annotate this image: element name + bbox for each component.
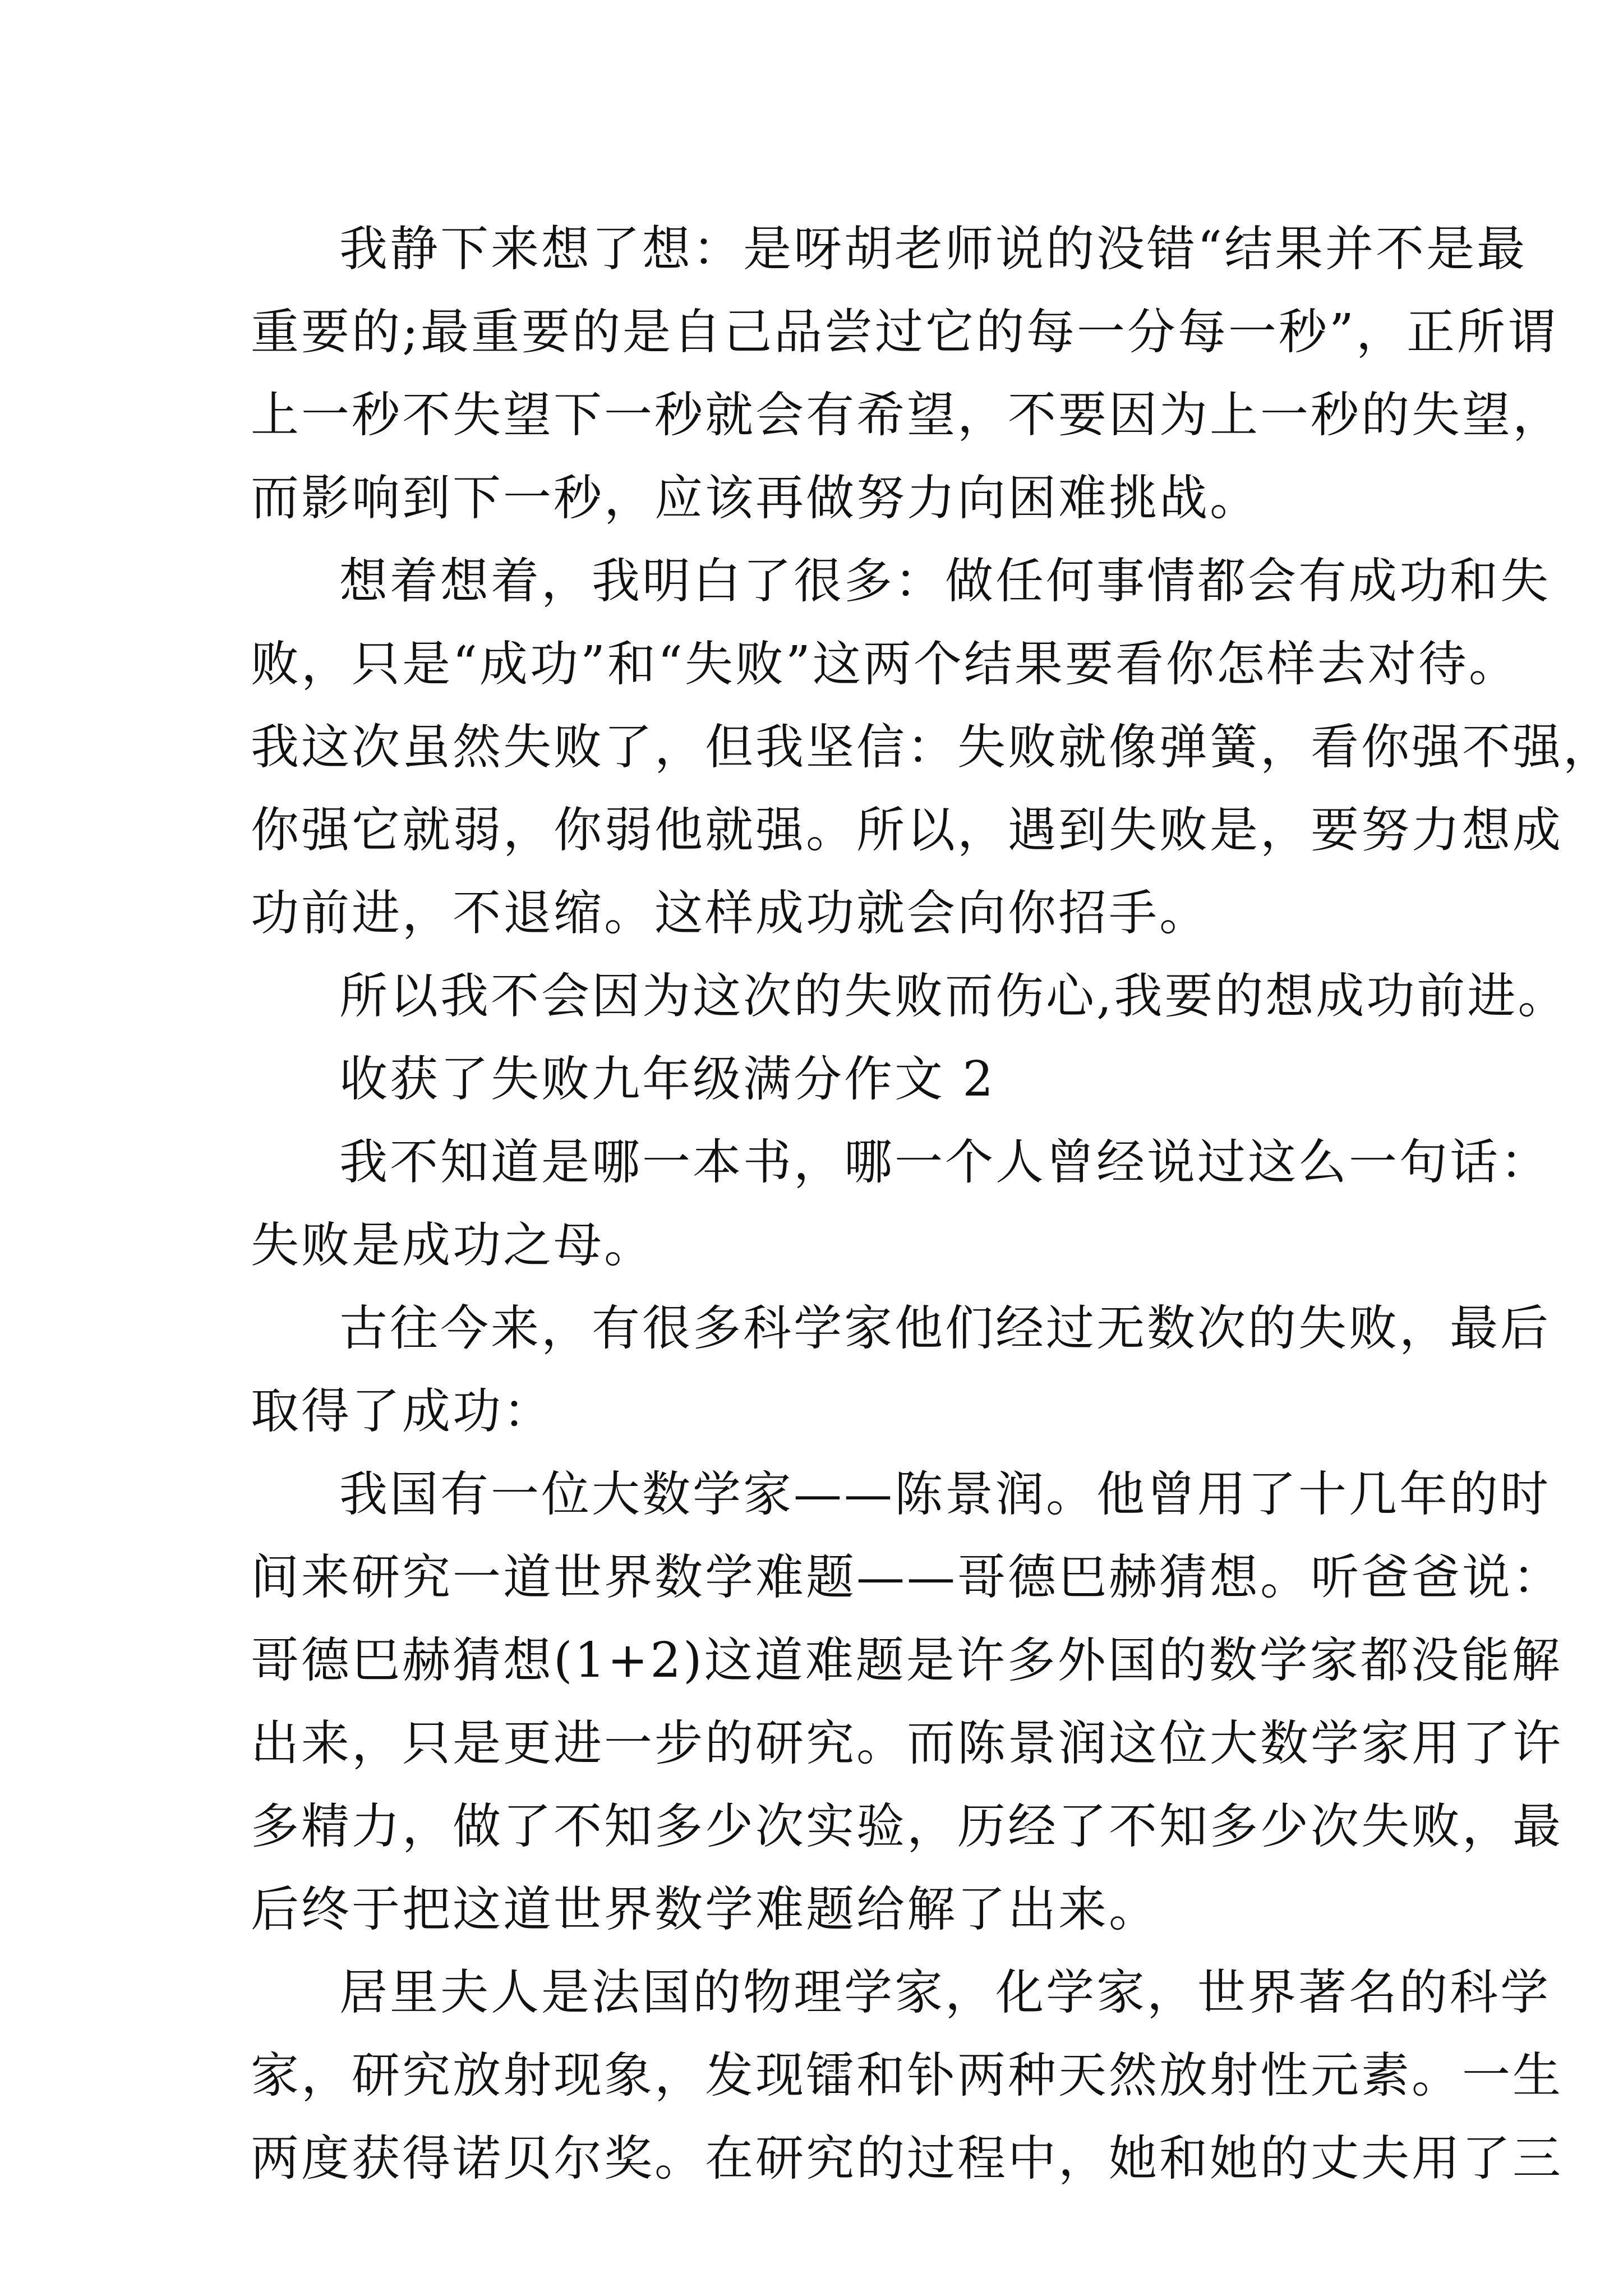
paragraph [251, 1951, 1563, 2200]
text-line: 两度获得诺贝尔奖。在研究的过程中，她和她的丈夫用了三 [251, 2131, 1563, 2187]
text-line: 功前进，不退缩。这样成功就会向你招手。 [251, 885, 1210, 941]
text-line: 所以我不会因为这次的失败而伤心,我要的想成功前进。 [339, 968, 1569, 1024]
text-line: 古往今来，有很多科学家他们经过无数次的失败，最后 [339, 1300, 1551, 1356]
text-line: 重要的;最重要的是自己品尝过它的每一分每一秒”，正所谓 [251, 304, 1558, 360]
text-line: 你强它就弱，你弱他就强。所以，遇到失败是，要努力想成 [251, 802, 1563, 858]
text-line: 多精力，做了不知多少次实验，历经了不知多少次失败，最 [251, 1798, 1563, 1855]
text-line: 而影响到下一秒，应该再做努力向困难挑战。 [251, 470, 1260, 526]
text-line: 上一秒不失望下一秒就会有希望，不要因为上一秒的失望， [251, 387, 1563, 443]
text-line: 哥德巴赫猜想(1+2)这道难题是许多外国的数学家都没能解 [251, 1632, 1562, 1688]
text-line: 后终于把这道世界数学难题给解了出来。 [251, 1881, 1159, 1938]
text-line: 我国有一位大数学家——陈景润。他曾用了十几年的时 [339, 1466, 1551, 1522]
section-heading [251, 1038, 1384, 1121]
text-line: 居里夫人是法国的物理学家，化学家，世界著名的科学 [339, 1964, 1551, 2021]
text-line: 我这次虽然失败了，但我坚信：失败就像弹簧，看你强不强， [251, 719, 1613, 775]
heading-text: 收获了失败九年级满分作文 2 [339, 1051, 996, 1107]
text-line: 败，只是“成功”和“失败”这两个结果要看你怎样去对待。 [251, 636, 1519, 692]
text-line: 想着想着，我明白了很多：做任何事情都会有成功和失 [339, 553, 1551, 609]
paragraph [251, 540, 1613, 955]
paragraph [251, 1453, 1563, 1951]
text-line: 出来，只是更进一步的研究。而陈景润这位大数学家用了许 [251, 1715, 1563, 1772]
document-body [251, 208, 1613, 2200]
paragraph [251, 1287, 1551, 1453]
text-line: 取得了成功： [251, 1383, 554, 1439]
text-line: 间来研究一道世界数学难题——哥德巴赫猜想。听爸爸说： [251, 1549, 1563, 1605]
paragraph [251, 955, 1569, 1038]
paragraph [251, 208, 1563, 540]
text-line: 我静下来想了想：是呀胡老师说的没错“结果并不是最 [339, 221, 1527, 277]
paragraph [251, 1121, 1551, 1287]
text-line: 失败是成功之母。 [251, 1217, 654, 1273]
text-line: 家，研究放射现象，发现镭和钋两种天然放射性元素。一生 [251, 2047, 1563, 2104]
text-line: 我不知道是哪一本书，哪一个人曾经说过这么一句话： [339, 1134, 1551, 1190]
